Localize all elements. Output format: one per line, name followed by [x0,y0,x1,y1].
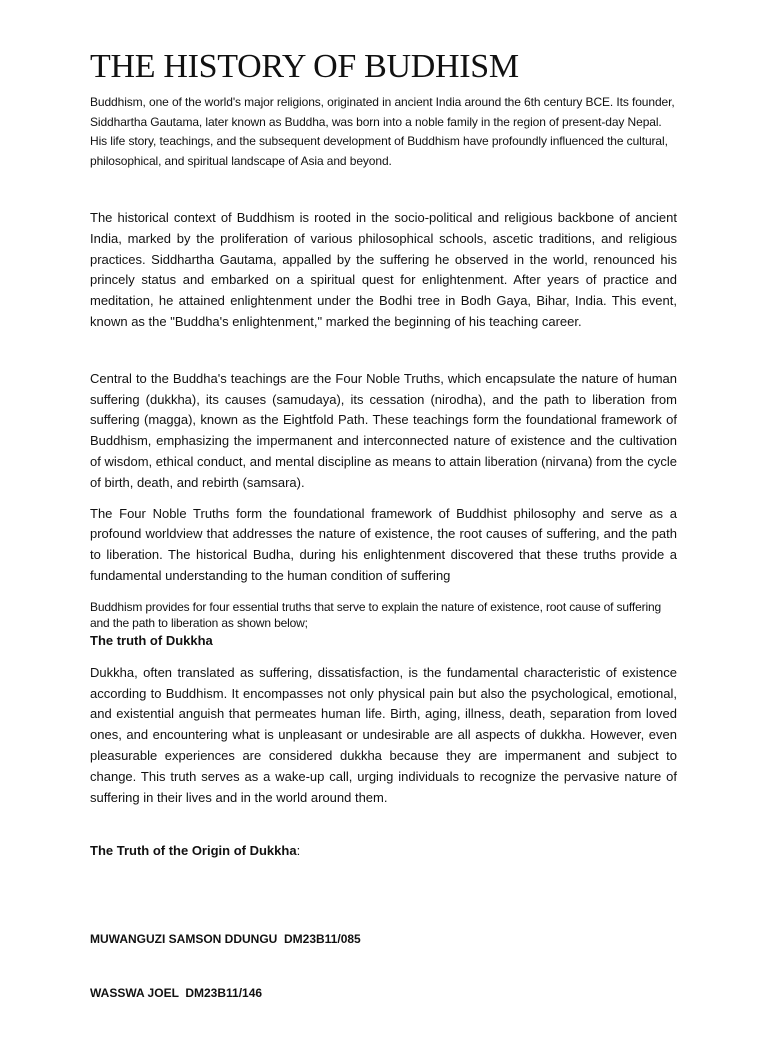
author-line-2: WASSWA JOEL DM23B11/146 [90,986,263,1001]
document-page [90,48,677,1038]
author-line-1: MUWANGUZI SAMSON DDUNGU DM23B11/085 [90,932,361,947]
heading-truth-of-dukkha: The truth of Dukkha [90,632,213,648]
four-truths-note: Buddhism provides for four essential truths that serve to explain the nature of existence, root cause of suffering and the path to liberation as shown below; [90,599,662,630]
page-title: THE HISTORY OF BUDHISM [90,48,519,85]
heading-origin-of-dukkha [90,841,677,861]
heading-origin-colon: : [296,843,301,859]
historical-context-paragraph: The historical context of Buddhism is rooted in the socio-political and religious backbone of ancient India, marked by the proliferation of various philosophical schools, ascetic traditions, and religious practices. Siddhartha Gautama, appalled by the suffering he observed in the world, renounced his princely status and embarked on a spiritual quest for enlightenment. After years of practice and meditation, he attained enlightenment under the Bodhi tree in Bodh Gaya, Bihar, India. This event, known as the "Buddha's enlightenment," marked the beginning of his teaching career. [90,210,677,329]
teachings-paragraph: Central to the Buddha's teachings are the Four Noble Truths, which encapsulate the nature of human suffering (dukkha), its causes (samudaya), its cessation (nirodha), and the path to liberation from suffering (magga), known as the Eightfold Path. These teachings form the foundational framework of Buddhism, emphasizing the impermanent and interconnected nature of existence and the cultivation of wisdom, ethical conduct, and mental discipline as means to attain liberation (nirvana) from the cycle of birth, death, and rebirth (samsara). [90,370,677,490]
dukkha-paragraph: Dukkha, often translated as suffering, dissatisfaction, is the fundamental characteristic of existence according to Buddhism. It encompasses not only physical pain but also the psychological, emotional, and existential anguish that permeates human life. Birth, aging, illness, death, separation from loved ones, and encountering what is unpleasant or undesirable are all aspects of dukkha. However, even pleasurable experiences are considered dukkha because they are impermanent and subject to change. This truth serves as a wake-up call, urging individuals to recognize the pervasive nature of suffering in their lives and in the world around them. [90,664,677,805]
heading-origin-text: The Truth of the Origin of Dukkha [90,843,297,859]
author-list [90,894,677,1038]
intro-paragraph: Buddhism, one of the world's major religions, originated in ancient India around the 6th century BCE. Its founder, Siddhartha Gautama, later known as Buddha, was born into a noble family in the region of present-day Nepal. His life story, teachings, and the subsequent development of Buddhism have profoundly influenced the cultural, philosophical, and spiritual landscape of Asia and beyond. [90,95,675,168]
four-noble-truths-paragraph: The Four Noble Truths form the foundational framework of Buddhist philosophy and serve as a profound worldview that addresses the nature of existence, the root causes of suffering, and the path to liberation. The historical Budha, during his enlightenment discovered that these truths provide a fundamental understanding to the human condition of suffering [90,505,677,583]
